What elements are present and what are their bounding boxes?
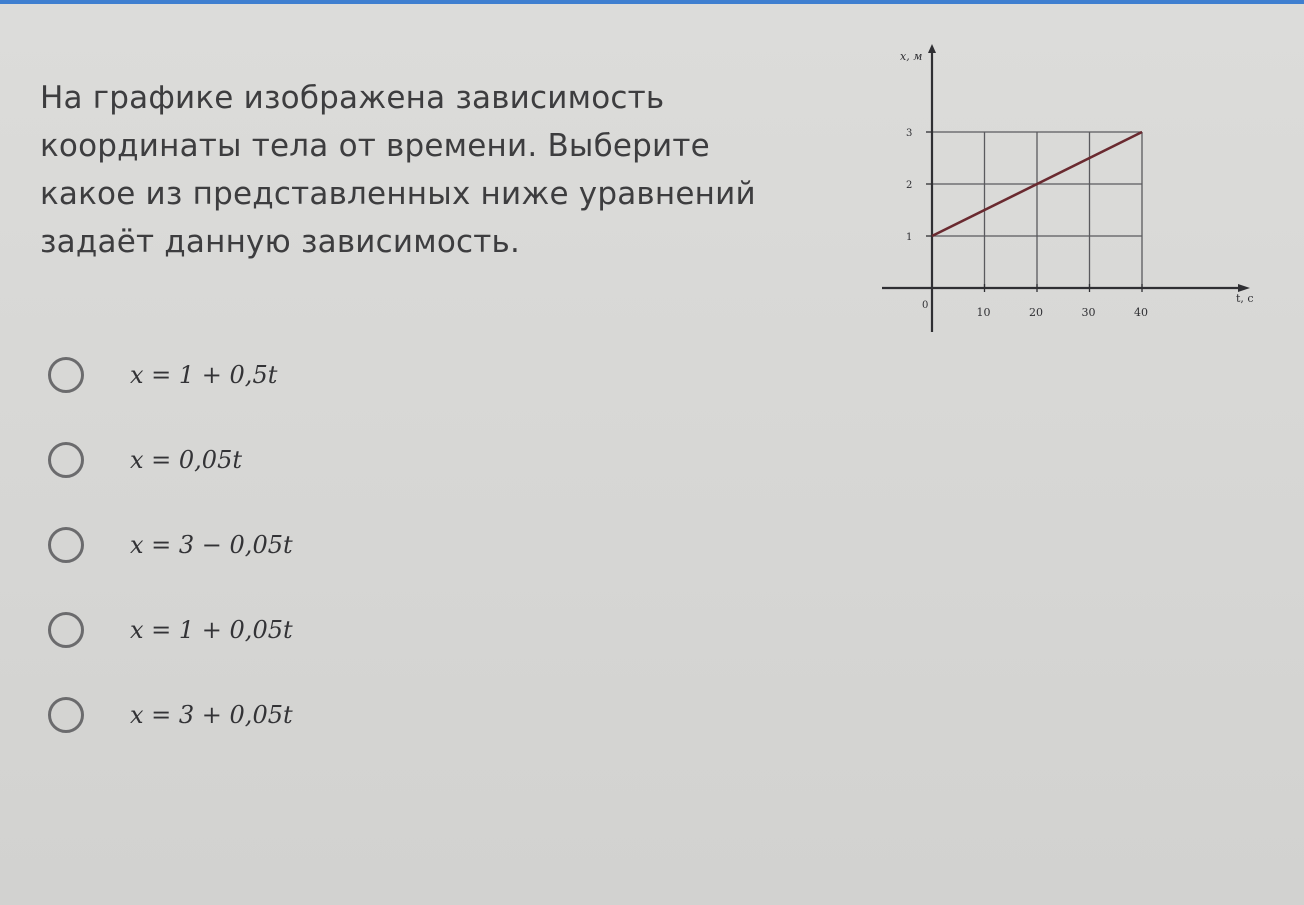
- radio-button[interactable]: [48, 442, 84, 478]
- x-axis-label: t, c: [1236, 292, 1254, 305]
- question-line: какое из представленных ниже уравнений: [40, 176, 756, 212]
- answer-option-4[interactable]: [48, 587, 468, 672]
- answer-option-3[interactable]: [48, 502, 468, 587]
- option-label: x = 3 − 0,05t: [130, 530, 293, 559]
- radio-button[interactable]: [48, 527, 84, 563]
- answer-options: [48, 332, 468, 757]
- origin-label: 0: [922, 300, 929, 311]
- question-line: задаёт данную зависимость.: [40, 224, 521, 260]
- position-time-chart: [870, 40, 1270, 340]
- option-label: x = 1 + 0,05t: [130, 615, 293, 644]
- radio-button[interactable]: [48, 697, 84, 733]
- question-card: [0, 4, 1304, 905]
- y-tick-label: 2: [906, 180, 913, 191]
- x-axis-arrow-icon: [1238, 284, 1250, 292]
- y-tick-label: 3: [906, 128, 913, 139]
- answer-option-1[interactable]: [48, 332, 468, 417]
- option-label: x = 0,05t: [130, 445, 242, 474]
- answer-option-2[interactable]: [48, 417, 468, 502]
- x-tick-label: 20: [1029, 306, 1043, 319]
- x-tick-label: 30: [1081, 306, 1096, 319]
- radio-button[interactable]: [48, 612, 84, 648]
- radio-button[interactable]: [48, 357, 84, 393]
- option-label: x = 3 + 0,05t: [130, 700, 293, 729]
- y-axis-label: x, м: [900, 50, 923, 63]
- answer-option-5[interactable]: [48, 672, 468, 757]
- x-tick-label: 40: [1134, 306, 1148, 319]
- question-line: На графике изображена зависимость: [40, 80, 665, 116]
- y-tick-label: 1: [906, 232, 913, 243]
- y-axis-arrow-icon: [928, 44, 936, 53]
- question-text: [40, 74, 820, 266]
- option-label: x = 1 + 0,5t: [130, 360, 278, 389]
- chart-svg: [870, 40, 1270, 340]
- question-line: координаты тела от времени. Выберите: [40, 128, 710, 164]
- x-tick-label: 10: [976, 306, 991, 319]
